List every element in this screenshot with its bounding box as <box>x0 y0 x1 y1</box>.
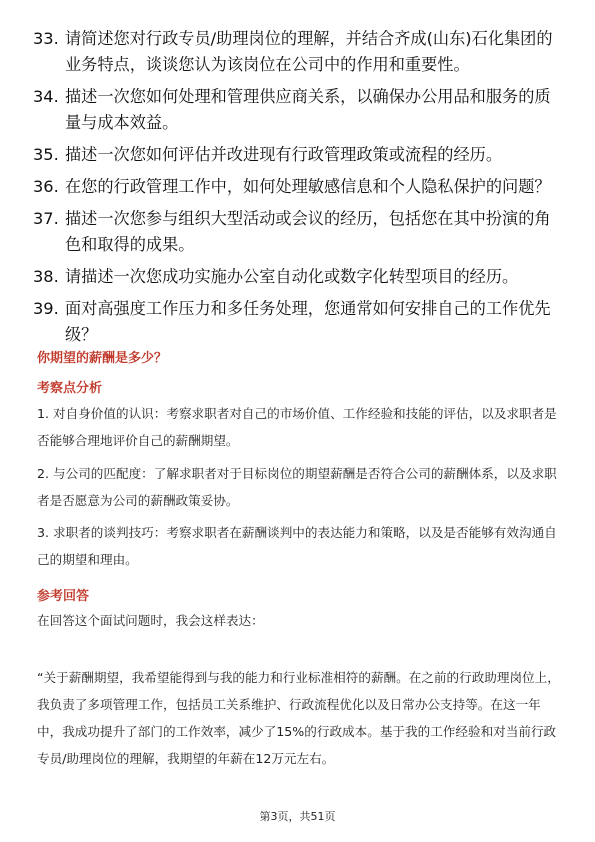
question-number: 39. <box>33 299 59 318</box>
question-item <box>33 264 563 290</box>
question-text: 请简述您对行政专员/助理岗位的理解，并结合齐成(山东)石化集团的业务特点，谈谈您认为该岗位在公司中的作用和重要性。 <box>65 29 553 74</box>
question-item <box>33 206 563 258</box>
question-list <box>33 26 563 354</box>
question-text: 描述一次您如何处理和管理供应商关系，以确保办公用品和服务的质量与成本效益。 <box>65 87 551 132</box>
question-item <box>33 296 563 348</box>
analysis-point: 2. 与公司的匹配度：了解求职者对于目标岗位的期望薪酬是否符合公司的薪酬体系，以及求职者是否愿意为公司的薪酬政策妥协。 <box>37 466 557 508</box>
question-number: 34. <box>33 87 59 106</box>
question-item <box>33 84 563 136</box>
question-text: 请描述一次您成功实施办公室自动化或数字化转型项目的经历。 <box>65 267 519 286</box>
section-title: 你期望的薪酬是多少？ <box>37 351 168 366</box>
question-item <box>33 26 563 78</box>
question-item <box>33 142 563 168</box>
answer-heading: 参考回答 <box>37 589 90 604</box>
question-text: 面对高强度工作压力和多任务处理，您通常如何安排自己的工作优先级？ <box>65 299 551 344</box>
question-item <box>33 174 563 200</box>
analysis-heading: 考察点分析 <box>37 381 103 396</box>
analysis-point: 1. 对自身价值的认识：考察求职者对自己的市场价值、工作经验和技能的评估，以及求职者是否能够合理地评价自己的薪酬期望。 <box>37 406 557 448</box>
question-number: 35. <box>33 145 59 164</box>
answer-body: “关于薪酬期望，我希望能得到与我的能力和行业标准相符的薪酬。在之前的行政助理岗位上，我负责了多项管理工作，包括员工关系维护、行政流程优化以及日常办公支持等。在这一年中，我成功提升了部门的工作效率，减少了15%的行政成本。基于我的工作经验和对当前行政专员/助理岗位的理解，我期望的年薪在12万元左右。 <box>37 670 560 766</box>
question-text: 描述一次您参与组织大型活动或会议的经历，包括您在其中扮演的角色和取得的成果。 <box>65 209 551 254</box>
question-text: 在您的行政管理工作中，如何处理敏感信息和个人隐私保护的问题？ <box>65 177 551 196</box>
question-text: 描述一次您如何评估并改进现有行政管理政策或流程的经历。 <box>65 145 503 164</box>
page-number: 第3页，共51页 <box>259 810 336 823</box>
analysis-point: 3. 求职者的谈判技巧：考察求职者在薪酬谈判中的表达能力和策略，以及是否能够有效沟通自己的期望和理由。 <box>37 525 557 567</box>
question-number: 37. <box>33 209 59 228</box>
question-number: 36. <box>33 177 59 196</box>
question-number: 33. <box>33 29 59 48</box>
answer-intro: 在回答这个面试问题时，我会这样表达： <box>37 613 264 628</box>
question-number: 38. <box>33 267 59 286</box>
